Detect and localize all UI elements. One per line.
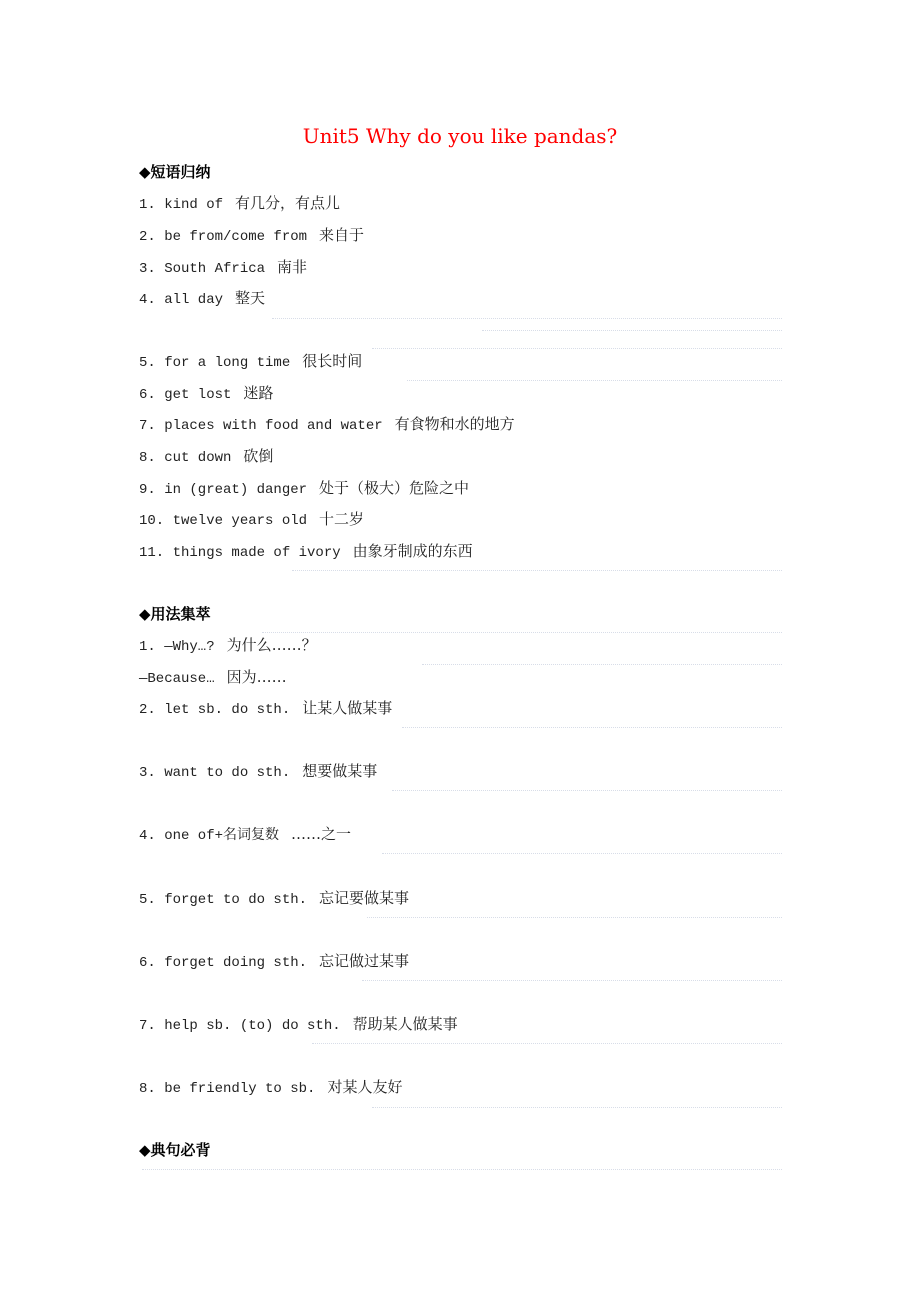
dotted-rule xyxy=(262,632,782,633)
list-item xyxy=(139,350,362,371)
list-item xyxy=(139,540,473,561)
item-english: 1. —Why…? xyxy=(139,639,215,655)
item-chinese: 有几分，有点儿 xyxy=(235,194,341,212)
list-item xyxy=(139,950,409,971)
item-chinese: 整天 xyxy=(235,289,266,307)
item-english: 10. twelve years old xyxy=(139,513,308,529)
dotted-rule xyxy=(142,1169,782,1170)
item-english: 1. kind of xyxy=(139,197,224,213)
item-english: 3. want to do sth. xyxy=(139,765,291,781)
item-chinese: 为什么……？ xyxy=(226,636,317,654)
item-english: 6. get lost xyxy=(139,387,232,403)
list-item xyxy=(139,697,392,718)
list-item xyxy=(139,287,265,308)
item-english: 5. forget to do sth. xyxy=(139,892,308,908)
list-item xyxy=(139,823,351,844)
item-chinese: 南非 xyxy=(277,258,308,276)
item-english: 7. places with food and water xyxy=(139,418,383,434)
list-item xyxy=(139,666,287,687)
item-english: 5. for a long time xyxy=(139,355,291,371)
item-chinese: 帮助某人做某事 xyxy=(352,1015,458,1033)
dotted-rule xyxy=(422,664,782,665)
dotted-rule xyxy=(482,330,782,331)
item-chinese: 忘记做过某事 xyxy=(319,952,410,970)
item-english: —Because… xyxy=(139,671,215,687)
item-chinese: 由象牙制成的东西 xyxy=(352,542,473,560)
item-chinese: 来自于 xyxy=(319,226,365,244)
list-item xyxy=(139,256,307,277)
document-title: Unit5 Why do you like pandas? xyxy=(302,124,618,148)
list-item xyxy=(139,887,409,908)
dotted-rule xyxy=(312,1043,782,1044)
list-item xyxy=(139,634,317,655)
dotted-rule xyxy=(382,853,782,854)
item-english: 2. let sb. do sth. xyxy=(139,702,291,718)
list-item xyxy=(139,477,469,498)
list-item xyxy=(139,192,340,213)
item-english: 7. help sb. (to) do sth. xyxy=(139,1018,341,1034)
list-item xyxy=(139,445,273,466)
item-english: 4. one of+名词复数 xyxy=(139,828,280,844)
item-english: 11. things made of ivory xyxy=(139,545,341,561)
item-chinese: 让某人做某事 xyxy=(302,699,393,717)
section-heading: ◆典句必背 xyxy=(139,1141,211,1159)
list-item xyxy=(139,1013,458,1034)
item-chinese: 很长时间 xyxy=(302,352,363,370)
item-english: 9. in (great) danger xyxy=(139,482,308,498)
dotted-rule xyxy=(407,380,782,381)
item-english: 3. South Africa xyxy=(139,261,266,277)
dotted-rule xyxy=(402,727,782,728)
item-english: 2. be from/come from xyxy=(139,229,308,245)
list-item xyxy=(139,413,515,434)
list-item xyxy=(139,224,364,245)
dotted-rule xyxy=(272,318,782,319)
list-item xyxy=(139,760,377,781)
dotted-rule xyxy=(367,917,782,918)
item-chinese: 因为…… xyxy=(226,668,287,686)
list-item xyxy=(139,1076,402,1097)
list-item xyxy=(139,508,364,529)
item-chinese: 对某人友好 xyxy=(327,1078,403,1096)
item-chinese: 处于（极大）危险之中 xyxy=(319,479,470,497)
dotted-rule xyxy=(392,790,782,791)
dotted-rule xyxy=(372,1107,782,1108)
item-chinese: ……之一 xyxy=(291,825,352,843)
item-english: 4. all day xyxy=(139,292,224,308)
item-english: 8. be friendly to sb. xyxy=(139,1081,316,1097)
item-chinese: 迷路 xyxy=(243,384,274,402)
section-heading: ◆短语归纳 xyxy=(139,163,211,181)
list-item xyxy=(139,382,273,403)
section-heading: ◆用法集萃 xyxy=(139,605,211,623)
dotted-rule xyxy=(372,348,782,349)
item-english: 8. cut down xyxy=(139,450,232,466)
item-english: 6. forget doing sth. xyxy=(139,955,308,971)
item-chinese: 十二岁 xyxy=(319,510,365,528)
item-chinese: 砍倒 xyxy=(243,447,274,465)
item-chinese: 有食物和水的地方 xyxy=(394,415,515,433)
dotted-rule xyxy=(362,980,782,981)
dotted-rule xyxy=(292,570,782,571)
item-chinese: 忘记要做某事 xyxy=(319,889,410,907)
item-chinese: 想要做某事 xyxy=(302,762,378,780)
